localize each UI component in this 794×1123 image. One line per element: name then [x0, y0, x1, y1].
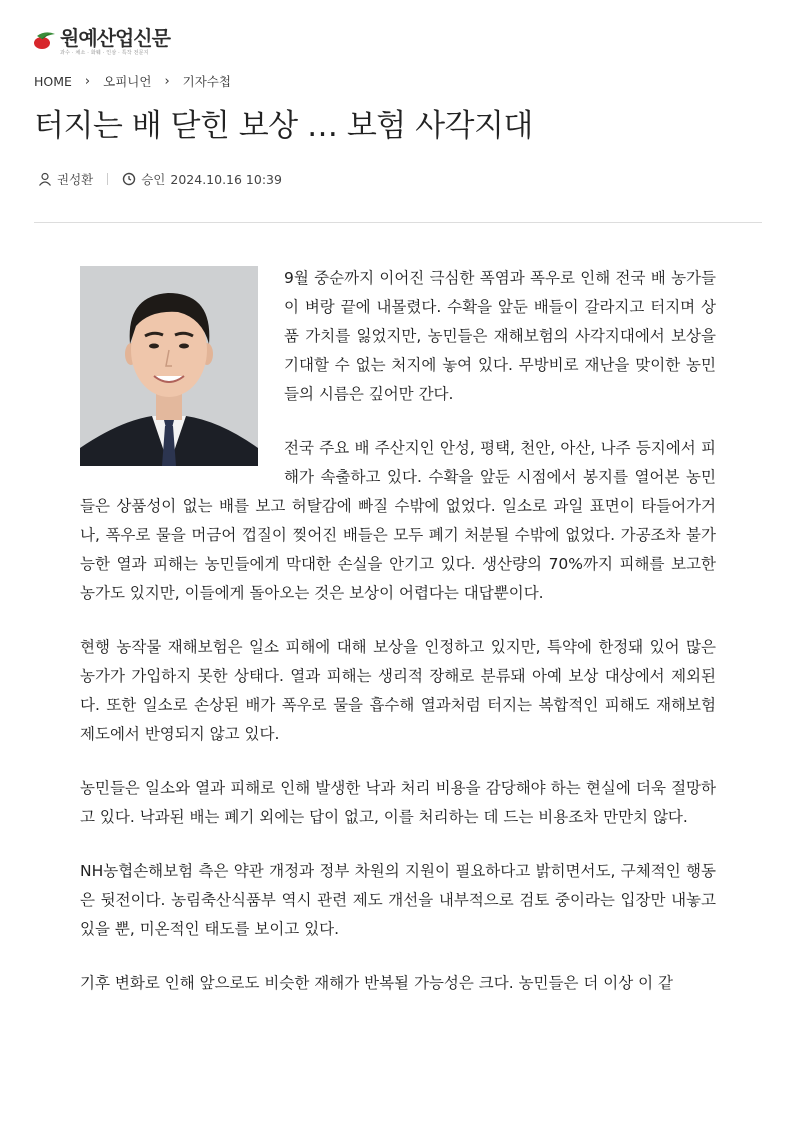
breadcrumb-opinion[interactable]: 오피니언	[103, 74, 152, 89]
chevron-right-icon: ›	[84, 73, 91, 89]
article-paragraph: 9월 중순까지 이어진 극심한 폭염과 폭우로 인해 전국 배 농가들이 벼랑 끝에 내몰렸다. 수확을 앞둔 배들이 갈라지고 터지며 상품 가치를 잃었지만, 농민들은 재해보험의 사각지대에서 보상을 기대할 수 없는 처지에 놓여 있다. 무방비로 재난을 맞이한 농민들의 시름은 깊어만 간다.	[284, 269, 716, 403]
person-icon	[38, 172, 52, 186]
article-paragraph: 전국 주요 배 주산지인 안성, 평택, 천안, 아산, 나주 등지에서 피해가 속출하고 있다. 수확을 앞둔 시점에서 봉지를 열어본 농민들은 상품성이 없는 배를 보고 허탈감에 빠질 수밖에 없었다. 일소로 과일 표면이 타들어가거나, 폭우로 물을 머금어 껍질이 찢어진 배들은 모두 폐기 처분될 수밖에 없었다. 가공조차 불가능한 열과 피해는 농민들에게 막대한 손실을 안기고 있다. 생산량의 70%까지 피해를 보고한 농가도 있지만, 이들에게 돌아오는 것은 보상이 어렵다는 대답뿐이다.	[80, 439, 716, 602]
logo-tagline: 과수 · 채소 · 화훼 · 인삼 · 특작 전문지	[60, 50, 149, 56]
chevron-right-icon: ›	[164, 73, 170, 89]
article-meta	[38, 170, 282, 188]
photo-spacer	[80, 264, 258, 464]
article-paragraph: 현행 농작물 재해보험은 일소 피해에 대해 보상을 인정하고 있지만, 특약에 한정돼 있어 많은 농가가 가입하지 못한 상태다. 열과 피해는 생리적 장해로 분류돼 아예 보상 대상에서 제외된다. 또한 일소로 손상된 배가 폭우로 물을 흡수해 열과처럼 터지는 복합적인 피해도 재해보험 제도에서 반영되지 않고 있다.	[80, 638, 716, 743]
article-paragraph: 기후 변화로 인해 앞으로도 비슷한 재해가 반복될 가능성은 크다. 농민들은 더 이상 이 같	[80, 974, 674, 992]
approved-datetime: 2024.10.16 10:39	[170, 171, 282, 187]
article-paragraph: 농민들은 일소와 열과 피해로 인해 발생한 낙과 처리 비용을 감당해야 하는 현실에 더욱 절망하고 있다. 낙과된 배는 폐기 외에는 답이 없고, 이를 처리하는 데 드는 비용조차 만만치 않다.	[80, 779, 716, 826]
meta-divider	[107, 173, 108, 185]
breadcrumb-home[interactable]: HOME	[34, 73, 72, 89]
logo-cherry-icon	[33, 30, 57, 50]
breadcrumb-reporter-notes[interactable]: 기자수첩	[182, 74, 231, 89]
article-body	[80, 264, 716, 1023]
site-logo[interactable]	[33, 26, 170, 57]
approved-label: 승인	[141, 172, 166, 187]
author-name[interactable]: 권성환	[57, 172, 94, 187]
logo-title: 원예산업신문	[60, 26, 170, 50]
article-paragraph: NH농협손해보험 측은 약관 개정과 정부 차원의 지원이 필요하다고 밝히면서도, 구체적인 행동은 뒷전이다. 농림축산식품부 역시 관련 제도 개선을 내부적으로 검토 중이라는 입장만 내놓고 있을 뿐, 미온적인 태도를 보이고 있다.	[80, 862, 716, 938]
article-title: 터지는 배 닫힌 보상 … 보험 사각지대	[34, 108, 533, 144]
clock-icon	[122, 172, 136, 186]
breadcrumb	[34, 72, 231, 90]
header-divider	[34, 222, 762, 223]
